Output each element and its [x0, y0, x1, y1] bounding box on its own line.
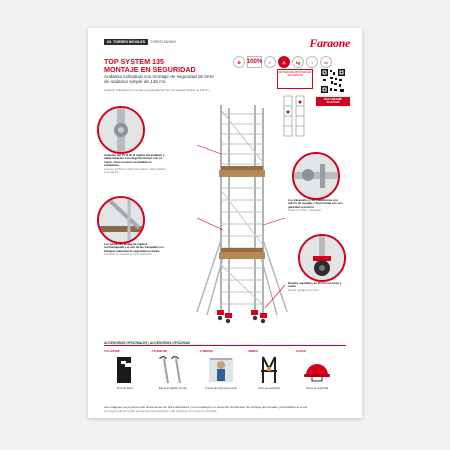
datasheet-page	[88, 28, 362, 418]
callout-circle-2	[97, 196, 145, 244]
surface-icon: ▭	[320, 56, 332, 68]
product-ref: TORRE135/1600	[150, 40, 177, 44]
accessories-divider	[104, 345, 346, 346]
weight-icon: kg	[292, 56, 304, 68]
product-subtitle: Andamio individual con montaje de seguridad de torre de andamio simple de 135 cm.	[104, 74, 214, 85]
accessories-title: ACCESORIOS OPCIONALES | ACCESORIOS OPCIONAIS	[104, 341, 191, 345]
accessory-item: TS-ANCOR Barras de fijación (2 uds.)	[152, 349, 194, 401]
helmet-icon	[296, 353, 338, 387]
platform-2	[219, 252, 265, 259]
disclaimer: Las imágenes se proporcionan únicamente con fines ilustrativos y no constituyen un elemento contractual. Se entrega premontado, para facilitar el envío. As imagens são fornecidas apenas para fins ilustrativos e não constituem um elemento contratual.	[104, 405, 308, 413]
callout-text-1: Aumento del 75 % de la rigidez del andamio y doble duración a la carga del tiempo con su nuevo union en acero inoxidable en soldaduras. Aumento del 75% de rigidez del andamio y doble duración de la vida útil.	[104, 153, 166, 174]
ballast-weight-icon	[104, 353, 146, 387]
cert-icon-1: ⚙	[233, 56, 245, 68]
harness-icon	[248, 353, 290, 387]
brand-logo: Faraone	[309, 36, 350, 50]
accessory-item: ARNES Arnés de seguridad	[248, 349, 290, 401]
accessory-item: CASCO Casco de seguridad	[296, 349, 338, 401]
safety-system-box: SISTEMA DE MONTAJE EN SEGURIDAD	[277, 69, 313, 89]
anchor-bars-icon	[152, 353, 194, 387]
title-line-1: TOP SYSTEM 135	[104, 57, 165, 66]
height-icon: ↕	[306, 56, 318, 68]
header-bar	[104, 39, 176, 45]
hundred-icon: 100%	[247, 56, 262, 68]
rope-icon	[200, 353, 242, 387]
product-title	[104, 58, 224, 73]
callout-text-2: Los pilares de fuelaje de madera contrachapada y el uso de las trampillas con bisagras aumentan la seguridad en altura. Trampillas con bisagras de cierre automático.	[104, 242, 164, 257]
callout-circle-3	[292, 152, 340, 200]
qr-code[interactable]	[320, 68, 346, 94]
certification-icons	[233, 56, 332, 68]
callout-circle-1	[97, 106, 145, 154]
quality-icon: ✓	[264, 56, 276, 68]
safety-icon: ⚠	[278, 56, 290, 68]
title-line-2: MONTAJE EN SEGURIDAD	[104, 64, 196, 74]
callout-text-4: Ruedas regulables de 20 cm con freno y rueda. Ruedas regulables con freno.	[288, 281, 342, 292]
scaffold-tower-image	[183, 100, 293, 325]
product-note: Andamio individual con montaje en seguridad de torre de andamio simple de 135 cm.	[104, 88, 210, 92]
callout-circle-4	[298, 234, 346, 282]
category-label: 03. TORRES MÓVILES	[104, 39, 148, 45]
scan-me-banner: ESCANÉAME SCAN ME	[316, 97, 350, 106]
platform-1	[219, 170, 265, 177]
accessory-item: C-MONTA Cuerda de izaje para montar	[200, 349, 242, 401]
accessory-item: TS-LASTRE Peso de lastre	[104, 349, 146, 401]
callout-text-3: Los travesaños y las plataformas son únicos de montaje y desmontaje con sus garantías a presión. Fáciles de montar y desmontar.	[288, 198, 343, 213]
